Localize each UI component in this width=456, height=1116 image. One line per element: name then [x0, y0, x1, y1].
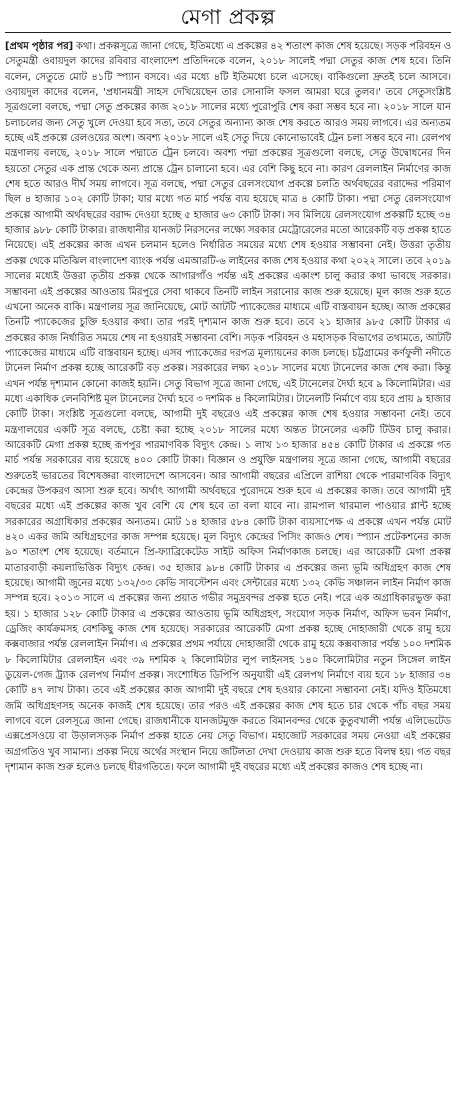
- article-text: কথা। প্রকল্পসূত্রে জানা গেছে, ইতিমধ্যে এ প্রকল্পের ৪২ শতাংশ কাজ শেষ হয়েছে। সড়ক পরিবহন ও সেতুমন্ত্রী ওবায়দুল কাদের রবিবার বাংলাদেশ প্রতিদিনকে বলেন, ২০১৮ সালেই পদ্মা সেতুর কাজ শেষ হবে। তিনি বলেন, সেতুতে মোট ৪১টি স্প্যান বসবে। এর মধ্যে ৪টি ইতিমধ্যে চলে এসেছে। বাকিগুলো দ্রুতই চলে আসবে। ওবায়দুল কাদের বলেন, 'প্রধানমন্ত্রী সাহস দেখিয়েছেন তার সোনালি ফসল আমরা ঘরে তুলব।' তবে সেতুসংশ্লিষ্ট সূত্রগুলো বলছে, পদ্মা সেতু প্রকল্পের কাজ ২০১৮ সালের মধ্যে পুরোপুরি শেষ করা সম্ভব হবে না। ২০১৮ সালে যান চলাচলের জন্য সেতু খুলে দেওয়া হবে সত্য, তবে সেতুর অন্যান্য কাজ শেষ করতে আরও সময় লাগবে। এর অন্যতম হচ্ছে এই প্রকল্পে রেলওয়ের অংশ। অবশ্য ২০১৮ সালে এই সেতু দিয়ে কোনোভাবেই ট্রেন চলা সম্ভব হবে না। রেলপথ মন্ত্রণালয় বলছে, ২০১৮ সালে পদ্মাতে ট্রেন চলবে। অবশ্য পদ্মা প্রকল্পের সূত্রগুলো বলছে, সেতু উদ্বোধনের দিন হয়তো সেতুর এক প্রান্ত থেকে অন্য প্রান্তে ট্রেন চালানো হবে। এর বেশি কিছু হবে না। কারণ রেললাইন নির্মাণের কাজ শেষ হতে আরও দীর্ঘ সময় লাগবে। সূত্র বলছে, পদ্মা সেতুর রেলসংযোগ প্রকল্পে চলতি অর্থবছরের বরাদ্দের পরিমাণ ছিল ৪ হাজার ১০২ কোটি টাকা; যার মধ্যে গত মার্চ পর্যন্ত ব্যয় হয়েছে মাত্র ৪ কোটি টাকা। পদ্মা সেতু রেলসংযোগ প্রকল্পে আগামী অর্থবছরের বরাদ্দ দেওয়া হচ্ছে ৫ হাজার ৬৩ কোটি টাকা। সব মিলিয়ে রেলসংযোগ প্রকল্পটি হচ্ছে ৩৪ হাজার ৯৮৮ কোটি টাকার। রাজধানীর যানজট নিরসনের লক্ষ্যে সরকার মেট্রোরেলের মতো আরেকটি বড় প্রকল্প হাতে নিয়েছে। এই প্রকল্পের কাজ এখন চলমান হলেও নির্ধারিত সময়ের মধ্যে শেষ হওয়ার সম্ভাবনা নেই। উত্তরা তৃতীয় প্রকল্প থেকে মতিঝিল বাংলাদেশ ব্যাংক পর্যন্ত এমআরটি-৬ লাইনের কাজ শেষ হওয়ার কথা ২০২২ সালে। তবে ২০১৯ সালের মধ্যেই উত্তরা তৃতীয় প্রকল্প থেকে আগারগাঁও পর্যন্ত এই প্রকল্পের একাংশ চালু করার কথা ভাবছে সরকার। সম্ভাবনা এই প্রকল্পের আওতায় মিরপুরে সেবা থাকবে তিনটি লাইন সরানোর কাজ শুরু হয়েছে। মূল কাজ শুরু হতে এখনো অনেক বাকি। মন্ত্রণালয় সূত্র জানিয়েছে, মোট আটটি প্যাকেজের মাধ্যমে এটি বাস্তবায়ন হচ্ছে। আজ প্রকল্পের তিনটি প্যাকেজের চুক্তি হওয়ার কথা। তার পরই দৃশ্যমান কাজ শুরু হবে। তবে ২১ হাজার ৯৮৫ কোটি টাকার এ প্রকল্পের কাজ নির্ধারিত সময়ে শেষ না হওয়ারই সম্ভাবনা বেশি। সড়ক পরিবহন ও মহাসড়ক বিভাগের তথ্যমতে, আটটি প্যাকেজের মাধ্যমে এটি বাস্তবায়ন হচ্ছে। এসব প্যাকেজের দরপত্র মূল্যায়নের কাজ চলছে। চট্টগ্রামের কর্ণফুলী নদীতে টানেল নির্মাণ প্রকল্প হচ্ছে আরেকটি বড় প্রকল্প। সরকারের লক্ষ্য ২০১৮ সালের মধ্যে টানেলের কাজ শেষ করা। কিন্তু এখন পর্যন্ত দৃশ্যমান কোনো কাজই হয়নি। সেতু বিভাগ সূত্রে জানা গেছে, এই টানেলের দৈর্ঘ্য হবে ৯ কিলোমিটার। এর মধ্যে একাধিক লেনবিশিষ্ট মূল টানেলের দৈর্ঘ্য হবে ৩ দশমিক ৪ কিলোমিটার। টানেলটি নির্মাণে ব্যয় হবে প্রায় ৯ হাজার কোটি টাকা। সংশ্লিষ্ট সূত্রগুলো বলছে, আগামী দুই বছরেও এই প্রকল্পের কাজ শেষ হওয়ার সম্ভাবনা নেই। তবে মন্ত্রণালয়ের একটি সূত্র বলছে, চেষ্টা করা হচ্ছে ২০১৮ সালের মধ্যে অন্তত টানেলের একটি টিউব চালু করার। আরেকটি মেগা প্রকল্প হচ্ছে রূপপুর পারমাণবিক বিদ্যুৎ কেন্দ্র। ১ লাখ ১৩ হাজার ৪৫৪ কোটি টাকার এ প্রকল্পে গত মার্চ পর্যন্ত সরকারের ব্যয় হয়েছে ৪০০ কোটি টাকা। বিজ্ঞান ও প্রযুক্তি মন্ত্রণালয় সূত্রে জানা গেছে, আগামী বছরের শুরুতেই ভারতের বিশেষজ্ঞরা বাংলাদেশে আসবেন। আর আগামী বছরের এপ্রিলে রাশিয়া থেকে পারমাণবিক বিদ্যুৎ কেন্দ্রের উপকরণ আসা শুরু হবে। অর্থাৎ আগামী অর্থবছরে পুরোদমে শুরু হবে এ প্রকল্পের কাজ। তবে আগামী দুই বছরের মধ্যে এই প্রকল্পের কাজ খুব বেশি যে শেষ হবে তা বলা যাবে না। রামপাল থারমাল পাওয়ার প্লান্ট হচ্ছে সরকারের অগ্রাধিকার প্রকল্পের অন্যতম। মোট ১৪ হাজার ৫৮৪ কোটি টাকা ব্যয়সাপেক্ষ এ প্রকল্পে এখন পর্যন্ত মোট ৪২০ একর জমি অধিগ্রহণের কাজ সম্পন্ন হয়েছে। মূল বিদ্যুৎ কেন্দ্রের পিসিং কাজও শেষ। স্প্যান প্রটেকশনের কাজ ৯০ শতাংশ শেষ হয়েছে। বর্তমানে প্রি-ফ্যাব্রিকেটেড সাইট অফিস নির্মাণকাজ চলছে। এর আরেকটি মেগা প্রকল্প মাতারবাড়ী কয়লাভিত্তিক বিদ্যুৎ কেন্দ্র। ৩৫ হাজার ৯৮৪ কোটি টাকার এ প্রকল্পের জন্য ভূমি অধিগ্রহণ কাজ শেষ হয়েছে। আগামী জুনের মধ্যে ১৩২/৩৩ কেভি সাবস্টেশন এবং সেন্টারের মধ্যে ১৩২ কেভি সঞ্চালন লাইন নির্মাণ কাজ সম্পন্ন হবে। ২০১৩ সালে এ প্রকল্পের জন্য প্রয়াত গভীর সমুদ্রবন্দর প্রকল্প হতে নেই। পরে এক অগ্রাধিকারভুক্ত করা হয়। ১ হাজার ১২৮ কোটি টাকার এ প্রকল্পের আওতায় ভূমি অধিগ্রহণ, সংযোগ সড়ক নির্মাণ, অফিস ভবন নির্মাণ, ড্রেজিং কার্যক্রমসহ বেশকিছু কাজ শেষ হয়েছে। সরকারের আরেকটি মেগা প্রকল্প হচ্ছে দোহাজারী থেকে রামু হয়ে কক্সবাজার পর্যন্ত রেললাইন নির্মাণ। এ প্রকল্পের প্রথম পর্যায়ে দোহাজারী থেকে রামু হয়ে কক্সবাজার পর্যন্ত ১০০ দশমিক ৮ কিলোমিটার রেললাইন এবং ৩৯ দশমিক ২ কিলোমিটার লুপ লাইনসহ ১৪০ কিলোমিটার নতুন সিঙ্গেল লাইন ডুয়েল-গেজ ট্র্যাক রেলপথ নির্মাণ প্রকল্প। সংশোধিত ডিপিপি অনুযায়ী এই রেলপথ নির্মাণে ব্যয় হবে ১৮ হাজার ৩৪ কোটি ৪৭ লাখ টাকা। তবে এই প্রকল্পের কাজ আগামী দুই বছরে শেষ হওয়ার কোনো সম্ভাবনা নেই। যদিও ইতিমধ্যে জমি অধিগ্রহণসহ অনেক কাজই শেষ হয়েছে। তার পরও এই প্রকল্পের কাজ শেষ হতে চার থেকে পাঁচ বছর সময় লাগবে বলে রেলসূত্রে জানা গেছে। রাজধানীকে যানজটমুক্ত করতে বিমানবন্দর থেকে কুতুবখালী পর্যন্ত এলিভেটেড এক্সপ্রেসওয়ে বা উড়ালসড়ক নির্মাণ প্রকল্প হাতে নেয় সেতু বিভাগ। মহাজোট সরকারের সময় নেওয়া এই প্রকল্পের অগ্রগতিও খুব সামান্য। প্রকল্প নিয়ে অর্থের সংস্থান নিয়ে জটিলতা দেখা দেওয়ায় কাজ শুরু হতে বিলম্ব হয়। গত বছর দৃশ্যমান কাজ শুরু হলেও চলছে ধীরগতিতে। ফলে আগামী দুই বছরের মধ্যে এই প্রকল্পের কাজও শেষ হচ্ছে না।: [5, 41, 451, 774]
- article-paragraph: [5, 39, 451, 776]
- headline: মেগা প্রকল্প: [180, 4, 276, 29]
- headline-box: [5, 4, 451, 33]
- continued-tag: [প্রথম পৃষ্ঠার পর]: [5, 41, 74, 52]
- article-body: [5, 39, 451, 1109]
